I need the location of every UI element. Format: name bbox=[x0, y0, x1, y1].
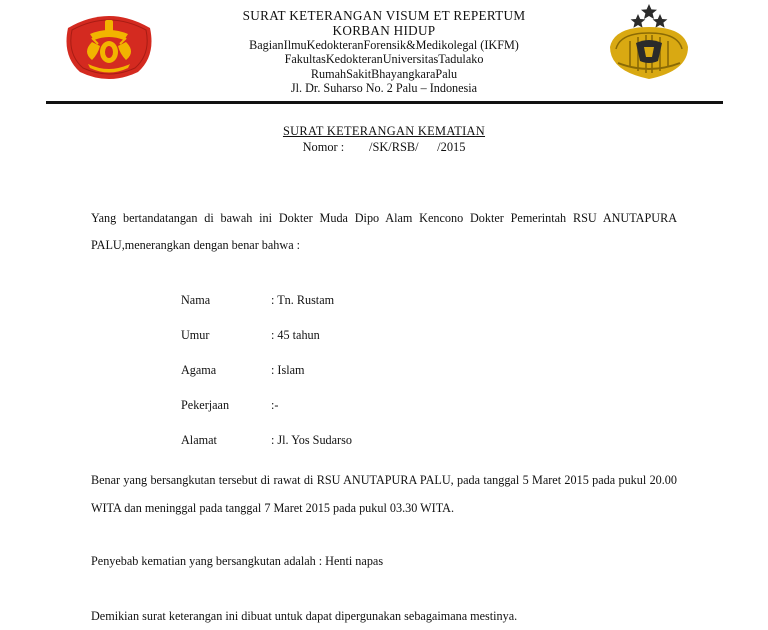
letterhead-faculty: FakultasKedokteranUniversitasTadulako bbox=[284, 52, 484, 67]
field-value: : Jl. Yos Sudarso bbox=[271, 433, 352, 447]
document-title bbox=[0, 124, 768, 139]
letterhead-address: Jl. Dr. Suharso No. 2 Palu – Indonesia bbox=[290, 80, 478, 95]
cause-of-death: Penyebab kematian yang bersangkutan adalah : Henti napas bbox=[91, 554, 384, 568]
closing-paragraph: Demikian surat keterangan ini dibuat untuk dapat dipergunakan sebagaimana mestinya. bbox=[91, 609, 518, 623]
letterhead-divider bbox=[46, 101, 723, 104]
university-emblem-icon bbox=[62, 10, 156, 82]
field-umur bbox=[181, 328, 320, 343]
field-label: Nama bbox=[181, 293, 211, 307]
document-number: Nomor : /SK/RSB/ /2015 bbox=[302, 140, 466, 154]
field-label: Agama bbox=[181, 363, 217, 377]
field-nama bbox=[181, 293, 334, 308]
field-agama bbox=[181, 363, 305, 378]
field-label: Pekerjaan bbox=[181, 398, 230, 412]
police-emblem-icon bbox=[600, 3, 698, 81]
letterhead-subtitle: KORBAN HIDUP bbox=[332, 22, 436, 38]
field-value: : Tn. Rustam bbox=[271, 293, 335, 307]
letterhead-hospital: RumahSakitBhayangkaraPalu bbox=[310, 66, 458, 81]
field-label: Alamat bbox=[181, 433, 217, 447]
field-value: : Islam bbox=[271, 363, 305, 377]
field-value: : 45 tahun bbox=[271, 328, 320, 342]
field-alamat bbox=[181, 433, 352, 448]
field-pekerjaan bbox=[181, 398, 278, 413]
letterhead bbox=[160, 9, 608, 95]
letterhead-title: SURAT KETERANGAN VISUM ET REPERTUM bbox=[242, 8, 526, 23]
field-value: :- bbox=[271, 398, 279, 412]
field-label: Umur bbox=[181, 328, 210, 342]
statement-paragraph: Benar yang bersangkutan tersebut di rawat di RSU ANUTAPURA PALU, pada tanggal 5 Maret 2015 pada pukul 20.00 WITA dan meninggal pada tanggal 7 Maret 2015 pada pukul 03.30 WITA. bbox=[91, 473, 677, 515]
intro-paragraph: Yang bertandatangan di bawah ini Dokter Muda Dipo Alam Kencono Dokter Pemerintah RSU ANUTAPURA PALU,menerangkan dengan benar bahwa : bbox=[91, 211, 677, 252]
document-title-text: SURAT KETERANGAN KEMATIAN bbox=[282, 124, 486, 138]
letterhead-department: BagianIlmuKedokteranForensik&Medikolegal (IKFM) bbox=[249, 38, 519, 53]
